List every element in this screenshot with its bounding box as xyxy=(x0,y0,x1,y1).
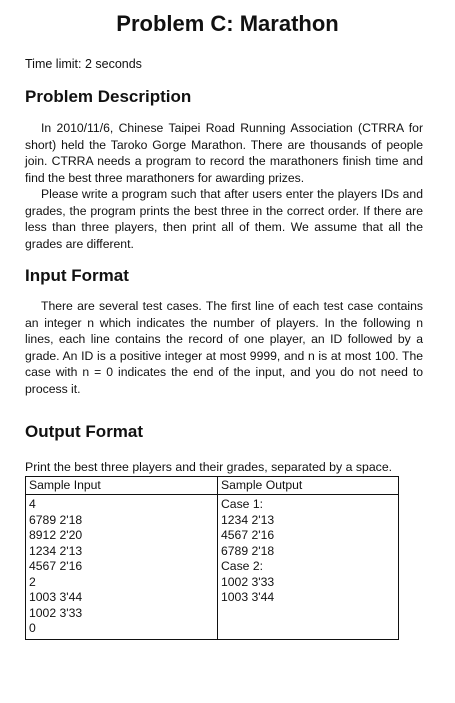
output-format-heading: Output Format xyxy=(25,422,144,441)
sample-output-line: 1003 3'44 xyxy=(221,590,275,604)
problem-description-text xyxy=(25,120,423,252)
sample-output-line: 1234 2'13 xyxy=(221,512,275,527)
sample-input-line: 8912 2'20 xyxy=(29,528,83,542)
sample-input-line: 1234 2'13 xyxy=(29,543,83,558)
sample-input-line: 1003 3'44 xyxy=(29,590,83,604)
sample-output-line: Case 2: xyxy=(221,559,264,573)
sample-table-header-row xyxy=(26,477,399,495)
sample-output-line: 6789 2'18 xyxy=(221,543,275,558)
sample-input-line: 2 xyxy=(29,574,36,589)
input-format-paragraph: There are several test cases. The first line of each test case contains an integer n which indicates the number of players. In the following n lines, each line contains the record of one player, an ID followed by a grade. An ID is a positive integer at most 9999, and n is at most 100. The case with n = 0 indicates the end of the input, and you do not need to process it. xyxy=(25,299,423,396)
sample-input-line: 6789 2'18 xyxy=(29,512,83,527)
sample-input-line: 4 xyxy=(29,497,36,511)
page-title: Problem C: Marathon xyxy=(116,11,339,36)
sample-input-header: Sample Input xyxy=(26,477,218,495)
sample-output-line: 1002 3'33 xyxy=(221,574,275,589)
sample-output-line: Case 1: xyxy=(221,497,264,511)
sample-input-line: 0 xyxy=(29,621,36,635)
output-format-text: Print the best three players and their grades, separated by a space. xyxy=(25,460,393,474)
sample-output-cell xyxy=(218,495,399,640)
input-format-heading: Input Format xyxy=(25,266,129,285)
sample-input-line: 4567 2'16 xyxy=(29,559,83,573)
sample-input-cell xyxy=(26,495,218,640)
input-format-text xyxy=(25,298,423,397)
sample-table-body-row xyxy=(26,495,399,640)
sample-table xyxy=(25,476,399,640)
time-limit: Time limit: 2 seconds xyxy=(25,57,142,71)
problem-description-heading: Problem Description xyxy=(25,87,192,106)
sample-input-line: 1002 3'33 xyxy=(29,605,83,620)
description-paragraph-1: In 2010/11/6, Chinese Taipei Road Running Association (CTRRA for short) held the Taroko Gorge Marathon. There are thousands of people join. CTRRA needs a program to record the marathoners finish time and find the best three marathoners for awarding prizes. xyxy=(25,121,423,185)
description-paragraph-2: Please write a program such that after users enter the players IDs and grades, the program prints the best three in the correct order. If there are less than three players, then print all of them. We assume that all the grades are different. xyxy=(25,187,423,251)
sample-output-header: Sample Output xyxy=(218,477,399,495)
sample-output-line: 4567 2'16 xyxy=(221,528,275,542)
